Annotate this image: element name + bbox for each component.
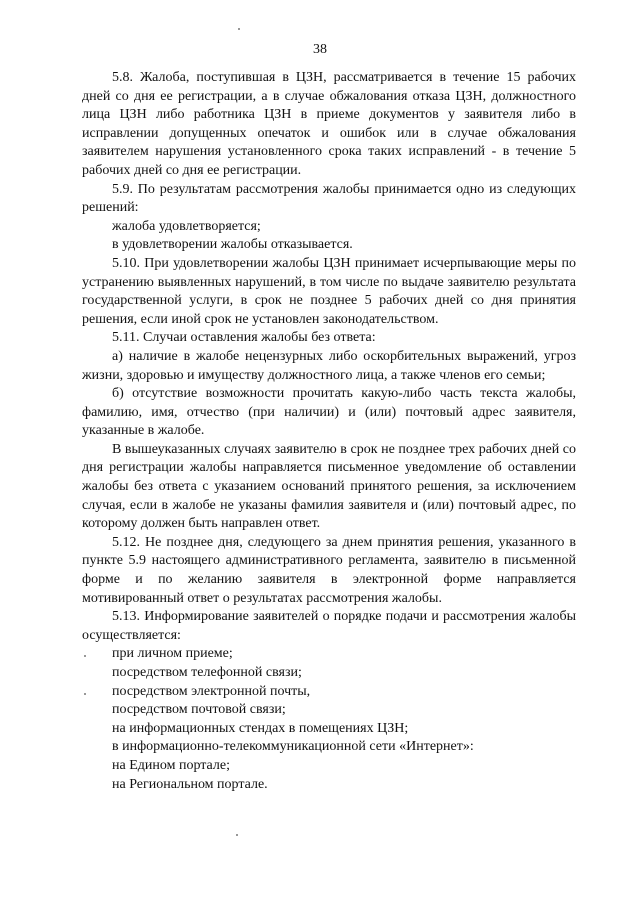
list-item: в удовлетворении жалобы отказывается. (112, 237, 353, 253)
paragraph-5-12: 5.12. Не позднее дня, следующего за днем принятия решения, указанного в пункте 5.9 настоящего административного регламента, заявителю в письменной форме и по желанию заявителя в электронной форме направляется мотивированный ответ о результатах рассмотрения жалобы. (82, 534, 576, 606)
paragraph-5-11-a: а) наличие в жалобе нецензурных либо оскорбительных выражений, угроз жизни, здоровью и имуществу должностного лица, а также членов его семьи; (82, 348, 576, 383)
list-item: на Едином портале; (112, 757, 230, 773)
scan-speck (238, 28, 240, 30)
list-item: жалоба удовлетворяется; (112, 218, 261, 234)
paragraph-5-10: 5.10. При удовлетворении жалобы ЦЗН принимает исчерпывающие меры по устранению выявленных нарушений, в том числе по выдаче заявителю результата государственной услуги, в срок не позднее 5 рабочих дней со дня принятия решения, если иной срок не установлен законодательством. (82, 255, 576, 327)
list-item: посредством почтовой связи; (112, 702, 286, 718)
list-item: на информационных стендах в помещениях ЦЗН; (112, 720, 409, 736)
scan-speck (236, 834, 238, 836)
list-item: посредством электронной почты, (112, 683, 311, 699)
paragraph-5-13: 5.13. Информирование заявителей о порядке подачи и рассмотрения жалобы осуществляется: (82, 609, 576, 643)
paragraph-5-11: 5.11. Случаи оставления жалобы без ответа: (112, 330, 376, 346)
paragraph-5-11-b: б) отсутствие возможности прочитать какую-либо часть текста жалобы, фамилию, имя, отчество (при наличии) и (или) почтовый адрес заявителя, указанные в жалобе. (82, 386, 576, 439)
paragraph-5-9: 5.9. По результатам рассмотрения жалобы принимается одно из следующих решений: (82, 181, 576, 216)
list-item: в информационно-телекоммуникационной сети «Интернет»: (112, 739, 474, 755)
scan-speck (84, 655, 86, 657)
paragraph-5-11-note: В вышеуказанных случаях заявителю в срок не позднее трех рабочих дней со дня регистрации жалобы направляется письменное уведомление об оставлении жалобы без ответа с указанием оснований принятого решения, за исключением случая, если в жалобе не указаны фамилия заявителя и (или) почтовый адрес, по которому должен быть направлен ответ. (82, 441, 576, 532)
list-item: посредством телефонной связи; (112, 665, 302, 680)
page-number: 38 (313, 42, 327, 57)
paragraph-5-8: 5.8. Жалоба, поступившая в ЦЗН, рассматривается в течение 15 рабочих дней со дня ее регистрации, а в случае обжалования отказа ЦЗН, должностного лица ЦЗН либо работника ЦЗН в приеме документов у заявителя либо в исправлении допущенных опечаток и ошибок или в случае обжалования заявителем нарушения установленного срока таких исправлений - в течение 5 рабочих дней со дня ее регистрации. (82, 70, 576, 178)
list-item: на Региональном портале. (112, 776, 268, 792)
document-body (82, 69, 576, 794)
scan-speck (84, 693, 86, 695)
list-item: при личном приеме; (112, 646, 233, 662)
